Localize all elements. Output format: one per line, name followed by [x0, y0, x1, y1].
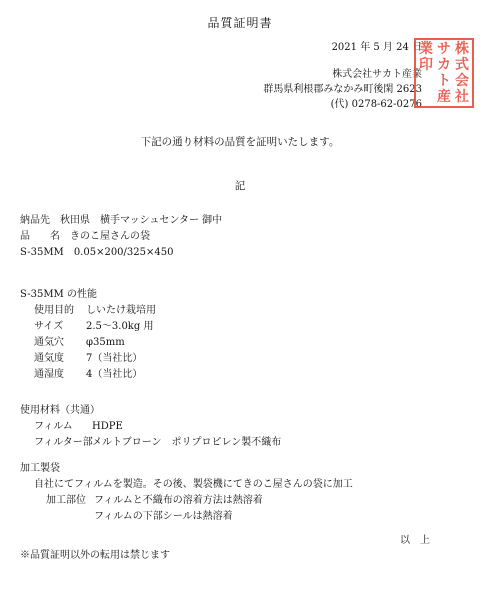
intro-statement: 下記の通り材料の品質を証明いたします。	[140, 136, 340, 148]
process-heading: 加工製袋	[20, 463, 60, 474]
company-address: 群馬県利根郡みなかみ町後閑 2623	[263, 84, 422, 95]
seal-character: 産	[437, 89, 451, 105]
seal-character: 印	[419, 57, 433, 73]
perf-row	[34, 369, 142, 381]
delivery-value: 秋田県 横手マッシュセンター 御中	[60, 215, 223, 226]
delivery-line	[20, 215, 222, 227]
item-label: 品 名	[20, 231, 60, 242]
seal-character: 式	[455, 57, 469, 73]
seal-character: 社	[455, 89, 469, 105]
material-value: メルトブローン ポリプロピレン製不織布	[92, 437, 282, 448]
footnote: ※品質証明以外の転用は禁じます	[20, 550, 170, 561]
issue-date: 2021 年 5 月 24 日	[331, 42, 422, 53]
document-title: 品質証明書	[207, 16, 273, 30]
process-part-line	[46, 495, 263, 507]
perf-row	[34, 353, 142, 365]
seal-character: 業	[419, 41, 433, 57]
item-value: きのこ屋さんの袋	[70, 231, 150, 242]
seal-character: サ	[437, 41, 451, 57]
seal-character: 会	[455, 73, 469, 89]
process-part-2: フィルムの下部シールは熱溶着	[94, 511, 233, 522]
ki-heading: 記	[234, 180, 246, 192]
perf-label: 使用目的	[34, 305, 74, 316]
performance-heading: S-35MM の性能	[20, 289, 97, 300]
seal-character: 株	[455, 41, 469, 57]
perf-value: しいたけ栽培用	[86, 305, 156, 316]
company-seal-stamp	[414, 38, 474, 108]
model-line	[20, 247, 173, 259]
end-mark: 以 上	[400, 535, 430, 546]
perf-label: 通気穴	[34, 337, 64, 348]
perf-label: 通気度	[34, 353, 64, 364]
process-part-label: 加工部位	[46, 495, 86, 506]
perf-row	[34, 321, 153, 333]
perf-row	[34, 337, 125, 349]
material-row	[34, 437, 281, 449]
perf-row	[34, 305, 156, 317]
delivery-label: 納品先	[20, 215, 50, 226]
perf-value: 4（当社比）	[86, 369, 143, 380]
material-row	[34, 421, 123, 433]
company-phone: (代) 0278-62-0276	[330, 99, 422, 110]
process-text: 自社にてフィルムを製造。その後、製袋機にてきのこ屋さんの袋に加工	[34, 479, 353, 490]
seal-character: カ	[437, 57, 451, 73]
material-value: HDPE	[92, 421, 123, 432]
item-line	[20, 231, 150, 243]
perf-label: サイズ	[34, 321, 64, 332]
perf-value: 7（当社比）	[86, 353, 143, 364]
company-name: 株式会社サカト産業	[332, 69, 422, 80]
material-label: フィルム	[34, 421, 73, 432]
perf-label: 通湿度	[34, 369, 64, 380]
material-label: フィルター部	[34, 437, 93, 448]
model-code: S-35MM	[20, 247, 64, 258]
process-part-1: フィルムと不織布の溶着方法は熱溶着	[94, 495, 263, 506]
perf-value: 2.5～3.0kg 用	[86, 321, 154, 332]
perf-value: φ35mm	[86, 337, 125, 348]
materials-heading: 使用材料（共通）	[20, 405, 100, 416]
model-spec: 0.05×200/325×450	[73, 247, 174, 258]
seal-character: ト	[437, 73, 451, 89]
